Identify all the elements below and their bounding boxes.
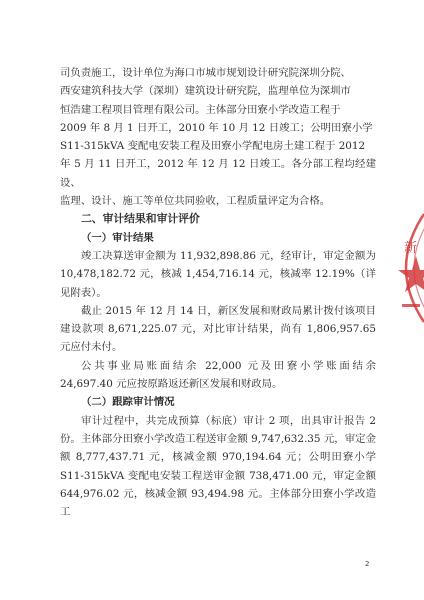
intro-line-5: S11-315kVA 变配电安装工程及田寮小学配电房土建工程于 2012 [60,140,366,153]
intro-line-6: 年 5 月 11 日开工，2012 年 12 月 12 日竣工。各分部工程均经建设、 [60,158,376,189]
intro-line-7: 监理、设计、施工等单位共同验收，工程质量评定为合格。 [60,195,331,208]
red-seal-stamp [394,208,424,328]
tracking-paragraph: 审计过程中，共完成预算（标底）审计 2 项，出具审计报告 2 份。主体部分田寮小学改造工程送审金额 9,747,632.35 元，审定金额 8,777,437.71 元，核减金额 970,194.64 元；公明田寮小学 S11-315kVA 变配电安装工程送审金额 738,471.00 元，审定金额 644,976.02 元，核减金额 93,494.98 元。主体部分田寮小学改造工 [60,414,376,519]
document-body [60,64,376,521]
intro-line-1: 司负责施工，设计单位为海口市城市规划设计研究院深圳分院、 [60,67,351,79]
seal-star [398,256,424,292]
intro-line-3: 恒浩建工程项目管理有限公司。主体部分田寮小学改造工程于 [60,103,341,116]
result-paragraph-3: 公共事业局账面结余 22,000 元及田寮小学账面结余 24,697.40 元应按原路返还新区发展和财政局。 [60,359,376,391]
seal-mark [402,304,420,307]
result-paragraph-1: 竣工决算送审金额为 11,932,898.86 元，经审计，审定金额为 10,478,182.72 元，核减 1,454,716.14 元，核减率 12.19%（详见附表）。 [60,249,376,299]
section-2-heading: 二、审计结果和审计评价 [81,212,200,226]
seal-character: 新 [404,241,418,256]
result-paragraph-2: 截止 2015 年 12 月 14 日，新区发展和财政局累计拨付该项目建设款项 8,671,225.07 元，对比审计结果，尚有 1,806,957.65 元应付未付。 [60,304,376,354]
subsection-2-heading: （二）跟踪审计情况 [81,396,175,409]
intro-line-2: 西安建筑科技大学（深圳）建筑设计研究院，监理单位为深圳市 [60,85,351,98]
intro-line-4: 2009 年 8 月 1 日开工，2010 年 10 月 12 日竣工；公明田寮小学 [60,121,373,134]
page-number: 2 [365,560,370,568]
subsection-1-heading: （一）审计结果 [81,231,154,244]
